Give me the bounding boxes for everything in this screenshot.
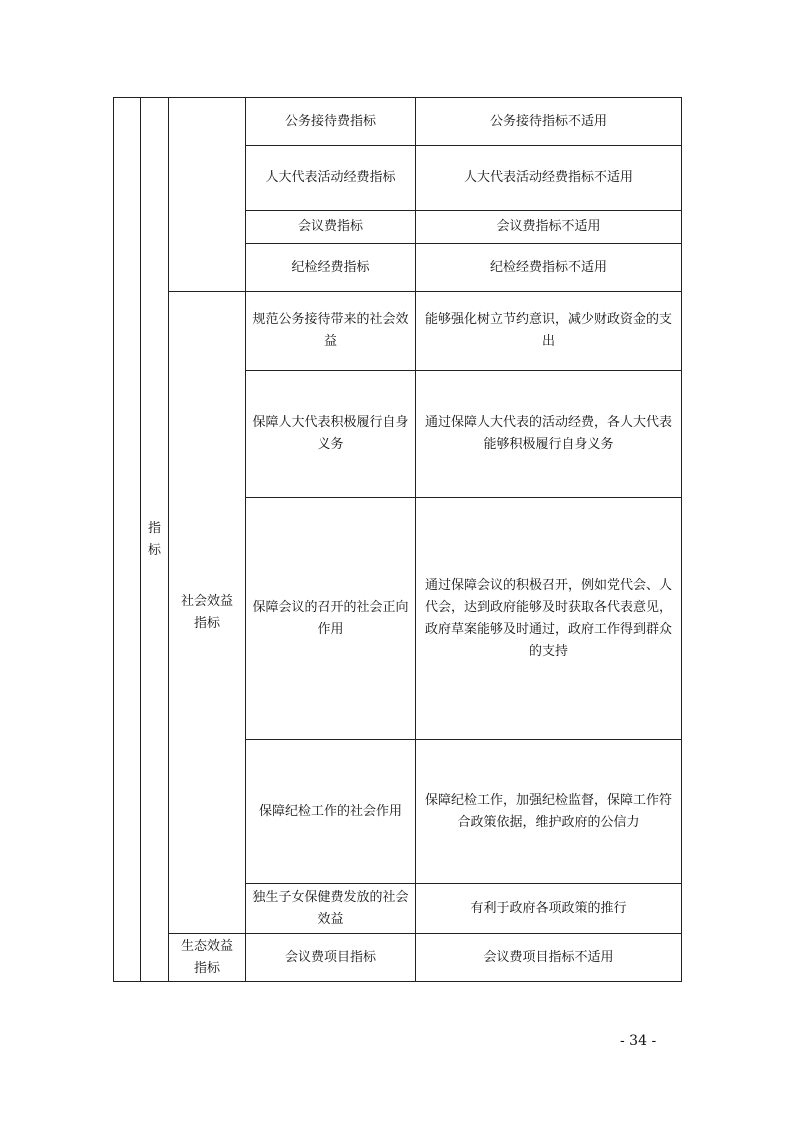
indicator-cell: 规范公务接待带来的社会效益 — [246, 292, 416, 371]
indicator-cell: 会议费指标 — [246, 211, 416, 244]
value-cell: 能够强化树立节约意识，减少财政资金的支出 — [416, 292, 682, 371]
table-row — [114, 934, 682, 982]
indicator-cell: 保障人大代表积极履行自身义务 — [246, 371, 416, 498]
page-number: - 34 - — [620, 1033, 657, 1049]
indicator-cell: 人大代表活动经费指标 — [246, 146, 416, 211]
value-cell: 会议费指标不适用 — [416, 211, 682, 244]
indicator-cell: 独生子女保健费发放的社会效益 — [246, 884, 416, 934]
value-cell: 保障纪检工作，加强纪检监督，保障工作符合政策依据，维护政府的公信力 — [416, 740, 682, 884]
indicator-cell: 保障纪检工作的社会作用 — [246, 740, 416, 884]
blank-group-cell — [169, 98, 246, 292]
indicator-cell: 公务接待费指标 — [246, 98, 416, 146]
indicator-cell: 保障会议的召开的社会正向作用 — [246, 498, 416, 740]
table-row — [114, 292, 682, 371]
table-row — [114, 98, 682, 146]
value-cell: 通过保障会议的积极召开，例如党代会、人代会，达到政府能够及时获取各代表意见，政府草案能够及时通过，政府工作得到群众的支持 — [416, 498, 682, 740]
blank-column-cell — [114, 98, 141, 982]
value-cell: 纪检经费指标不适用 — [416, 244, 682, 292]
value-cell: 通过保障人大代表的活动经费，各人大代表能够积极履行自身义务 — [416, 371, 682, 498]
level1-label: 指标 — [147, 520, 161, 558]
indicator-table — [113, 97, 682, 982]
level1-label-cell — [141, 98, 169, 982]
value-cell: 公务接待指标不适用 — [416, 98, 682, 146]
indicator-cell: 会议费项目指标 — [246, 934, 416, 982]
eco-group-label: 生态效益指标 — [169, 934, 246, 982]
value-cell: 人大代表活动经费指标不适用 — [416, 146, 682, 211]
value-cell: 有利于政府各项政策的推行 — [416, 884, 682, 934]
indicator-cell: 纪检经费指标 — [246, 244, 416, 292]
social-group-label: 社会效益指标 — [169, 292, 246, 934]
value-cell: 会议费项目指标不适用 — [416, 934, 682, 982]
